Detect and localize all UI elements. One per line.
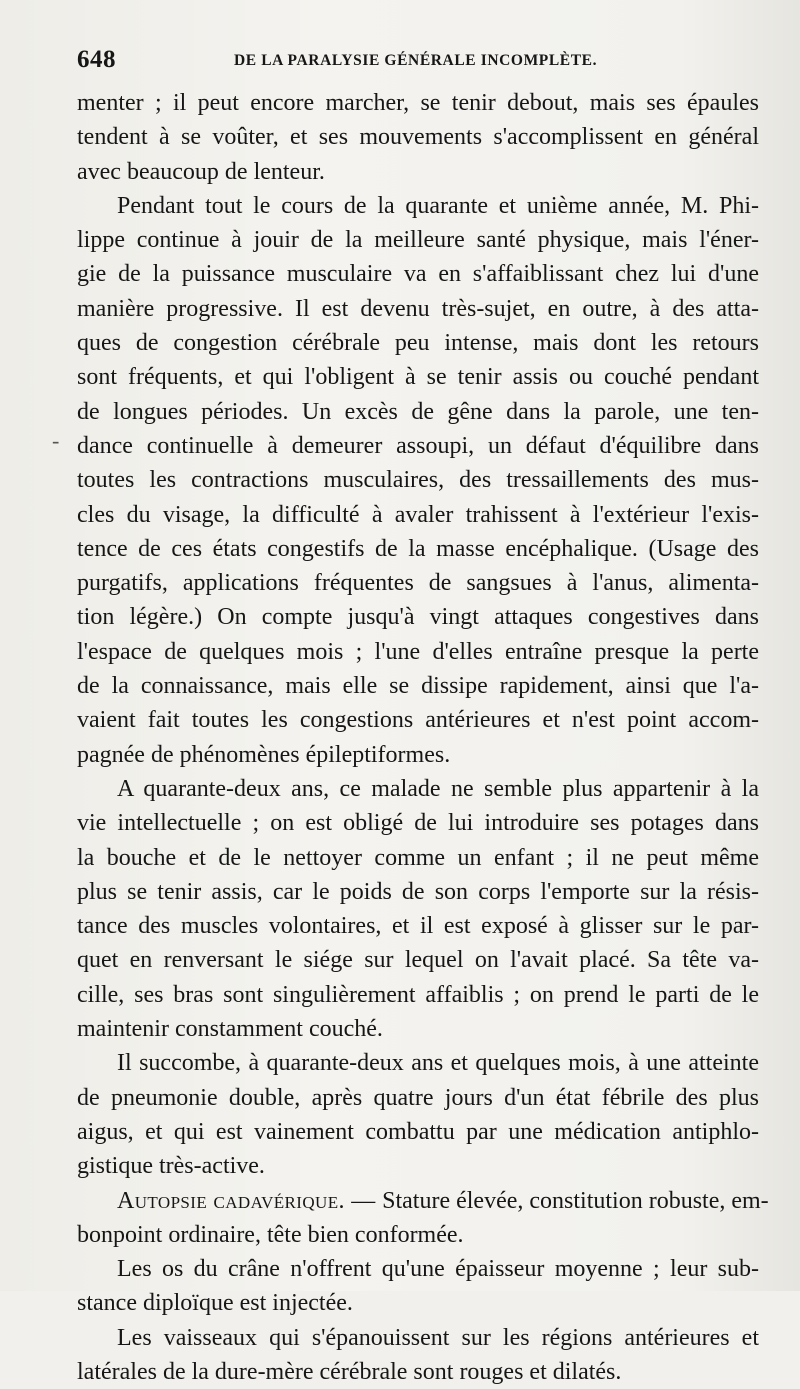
line-text: maintenir constamment couché. (77, 1016, 383, 1043)
text-line (77, 600, 759, 634)
text-line (77, 1081, 759, 1115)
line-text: Pendant tout le cours de la quarante et unième année, M. Phi- (117, 192, 759, 219)
line-text: plus se tenir assis, car le poids de son corps l'emporte sur la résis- (77, 878, 759, 905)
text-line (77, 1184, 769, 1218)
line-text: quet en renversant le siége sur lequel on l'avait placé. Sa tête va- (77, 947, 759, 974)
line-text: de longues périodes. Un excès de gêne dans la parole, une ten- (77, 398, 759, 425)
line-text: tendent à se voûter, et ses mouvements s'accomplissent en général (77, 124, 759, 151)
line-text: Les os du crâne n'offrent qu'une épaisseur moyenne ; leur sub- (117, 1256, 759, 1283)
text-line (77, 909, 759, 943)
text-line (77, 360, 759, 394)
text-line (77, 463, 759, 497)
line-text: menter ; il peut encore marcher, se tenir debout, mais ses épaules (77, 90, 759, 116)
text-line (77, 635, 759, 669)
text-line (77, 943, 759, 977)
text-line (77, 1149, 759, 1183)
text-line (77, 155, 759, 189)
line-text: gistique très-active. (77, 1153, 265, 1180)
line-text: bonpoint ordinaire, tête bien conformée. (77, 1221, 464, 1248)
text-line (77, 326, 759, 360)
section-lead: Autopsie cadavérique. — (117, 1187, 383, 1214)
line-text: de pneumonie double, après quatre jours d'un état fébrile des plus (77, 1084, 759, 1111)
text-line (77, 1355, 759, 1389)
line-text: de la connaissance, mais elle se dissipe rapidement, ainsi que l'a- (77, 673, 759, 700)
line-text: manière progressive. Il est devenu très-sujet, en outre, à des atta- (77, 295, 759, 322)
text-line (77, 257, 759, 291)
line-text: Stature élevée, constitution robuste, em- (382, 1187, 769, 1214)
text-line (77, 1046, 759, 1080)
text-line (77, 1218, 759, 1252)
text-line (77, 429, 759, 463)
text-line (77, 1115, 759, 1149)
text-line (77, 1321, 759, 1355)
line-text: la bouche et de le nettoyer comme un enfant ; il ne peut même (77, 844, 759, 871)
line-text: cille, ses bras sont singulièrement affaiblis ; on prend le parti de le (77, 981, 759, 1008)
line-text: pagnée de phénomènes épileptiformes. (77, 741, 451, 768)
line-text: tance des muscles volontaires, et il est exposé à glisser sur le par- (77, 913, 759, 940)
line-text: A quarante-deux ans, ce malade ne semble plus appartenir à la (117, 775, 759, 802)
line-text: dance continuelle à demeurer assoupi, un défaut d'équilibre dans (77, 432, 759, 459)
page-header (77, 46, 757, 80)
text-line (77, 806, 759, 840)
text-line (77, 189, 759, 223)
line-text: lippe continue à jouir de la meilleure santé physique, mais l'éner- (77, 227, 759, 254)
text-line (77, 223, 759, 257)
text-line (77, 120, 759, 154)
line-text: stance diploïque est injectée. (77, 1290, 353, 1317)
text-line (77, 875, 759, 909)
line-text: purgatifs, applications fréquentes de sangsues à l'anus, alimenta- (77, 570, 759, 597)
text-line (77, 703, 759, 737)
text-line (77, 841, 759, 875)
line-text: gie de la puissance musculaire va en s'affaiblissant chez lui d'une (77, 261, 759, 288)
text-line (77, 669, 759, 703)
line-text: latérales de la dure-mère cérébrale sont rouges et dilatés. (77, 1358, 622, 1385)
line-text: avec beaucoup de lenteur. (77, 158, 325, 185)
margin-mark: - (52, 428, 60, 453)
text-line (77, 566, 759, 600)
text-line (77, 1286, 759, 1320)
text-line (77, 1012, 759, 1046)
line-text: vaient fait toutes les congestions antérieures et n'est point accom- (77, 707, 759, 734)
page-number: 648 (77, 46, 116, 73)
line-text: ques de congestion cérébrale peu intense, mais dont les retours (77, 330, 759, 357)
text-line (77, 738, 759, 772)
text-line (77, 498, 759, 532)
running-title: DE LA PARALYSIE GÉNÉRALE INCOMPLÈTE. (234, 52, 598, 69)
line-text: Les vaisseaux qui s'épanouissent sur les régions antérieures et (117, 1324, 759, 1351)
text-line (77, 532, 759, 566)
text-line (77, 772, 759, 806)
body-text (77, 86, 769, 1389)
line-text: aigus, et qui est vainement combattu par une médication antiphlo- (77, 1118, 759, 1145)
line-text: vie intellectuelle ; on est obligé de lui introduire ses potages dans (77, 810, 759, 837)
line-text: l'espace de quelques mois ; l'une d'elles entraîne presque la perte (77, 638, 759, 665)
text-line (77, 292, 759, 326)
line-text: tion légère.) On compte jusqu'à vingt attaques congestives dans (77, 604, 759, 631)
line-text: tence de ces états congestifs de la masse encéphalique. (Usage des (77, 535, 759, 562)
text-line (77, 1252, 759, 1286)
line-text: cles du visage, la difficulté à avaler trahissent à l'extérieur l'exis- (77, 501, 759, 528)
text-line (77, 395, 759, 429)
text-line (77, 978, 759, 1012)
text-line (77, 86, 759, 120)
line-text: Il succombe, à quarante-deux ans et quelques mois, à une atteinte (117, 1050, 759, 1077)
line-text: toutes les contractions musculaires, des tressaillements des mus- (77, 467, 759, 494)
line-text: sont fréquents, et qui l'obligent à se tenir assis ou couché pendant (77, 364, 759, 391)
